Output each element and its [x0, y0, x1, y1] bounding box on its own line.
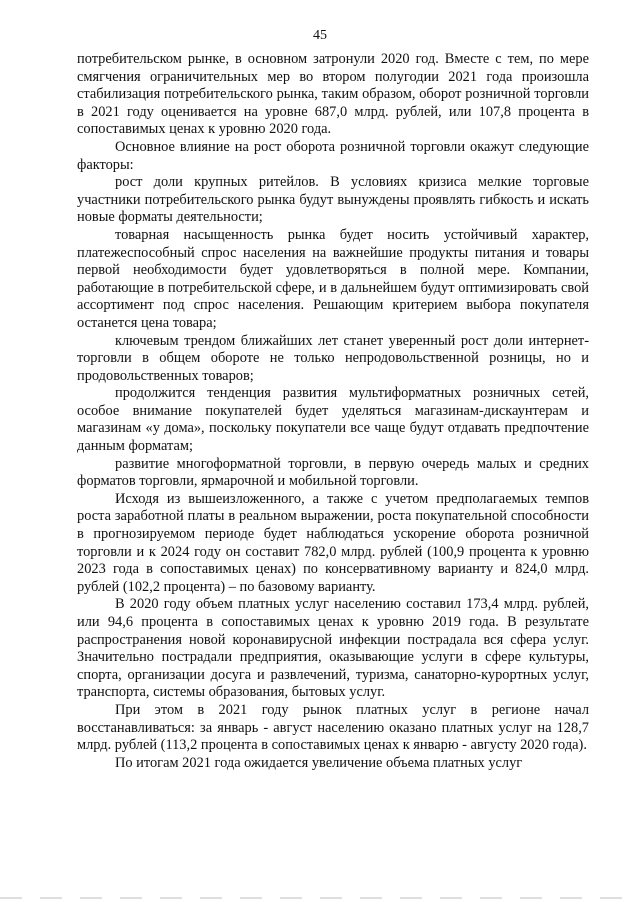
- paragraph: потребительском рынке, в основном затронули 2020 год. Вместе с тем, по мере смягчения ограничительных мер во втором полугодии 2021 года произошла стабилизация потребительского рынка, таким образом, оборот розничной торговли в 2021 году оценивается на уровне 687,0 млрд. рублей, или 107,8 процента в сопоставимых ценах к уровню 2020 года.: [77, 51, 589, 138]
- paragraph: В 2020 году объем платных услуг населению составил 173,4 млрд. рублей, или 94,6 процента в сопоставимых ценах к уровню 2019 года. В результате распространения новой коронавирусной инфекции пострадала вся сфера услуг. Значительно пострадали предприятия, оказывающие услуги в сфере культуры, спорта, организации досуга и развлечений, туризма, санаторно-курортных услуг, транспорта, системы образования, бытовых услуг.: [77, 596, 589, 701]
- paragraph: рост доли крупных ритейлов. В условиях кризиса мелкие торговые участники потребительского рынка будут вынуждены проявлять гибкость и искать новые форматы деятельности;: [77, 174, 589, 226]
- paragraph: Исходя из вышеизложенного, а также с учетом предполагаемых темпов роста заработной платы в реальном выражении, роста покупательной способности в прогнозируемом периоде будет наблюдаться ускорение оборота розничной торговли и к 2024 году он составит 782,0 млрд. рублей (100,9 процента к уровню 2023 года в сопоставимых ценах) по консервативному варианту и 824,0 млрд. рублей (102,2 процента) – по базовому варианту.: [77, 490, 589, 595]
- page-number: 45: [313, 28, 327, 43]
- paragraph: По итогам 2021 года ожидается увеличение объема платных услуг: [115, 754, 523, 771]
- paragraph: При этом в 2021 году рынок платных услуг в регионе начал восстанавливаться: за январь - август населению оказано платных услуг на 128,7 млрд. рублей (113,2 процента в сопоставимых ценах к январю - августу 2020 года).: [77, 701, 589, 754]
- document-body: [77, 51, 589, 772]
- paragraph: Основное влияние на рост оборота розничной торговли окажут следующие факторы:: [77, 138, 589, 173]
- paragraph: ключевым трендом ближайших лет станет уверенный рост доли интернет-торговли в общем обороте не только непродовольственной розницы, но и продовольственных товаров;: [77, 332, 589, 384]
- paragraph: развитие многоформатной торговли, в первую очередь малых и средних форматов торговли, ярмарочной и мобильной торговли.: [77, 455, 589, 490]
- scan-edge-artifact: [0, 897, 640, 899]
- paragraph: продолжится тенденция развития мультиформатных розничных сетей, особое внимание покупателей будет уделяться магазинам-дискаунтерам и магазинам «у дома», поскольку покупатели все чаще будут отдавать предпочтение данным форматам;: [77, 385, 589, 455]
- paragraph: товарная насыщенность рынка будет носить устойчивый характер, платежеспособный спрос населения на важнейшие продукты питания и товары первой необходимости будет удовлетворяться в полной мере. Компании, работающие в потребительской сфере, и в дальнейшем будут оптимизировать свой ассортимент под спрос населения. Решающим критерием выбора покупателя останется цена товара;: [77, 226, 589, 331]
